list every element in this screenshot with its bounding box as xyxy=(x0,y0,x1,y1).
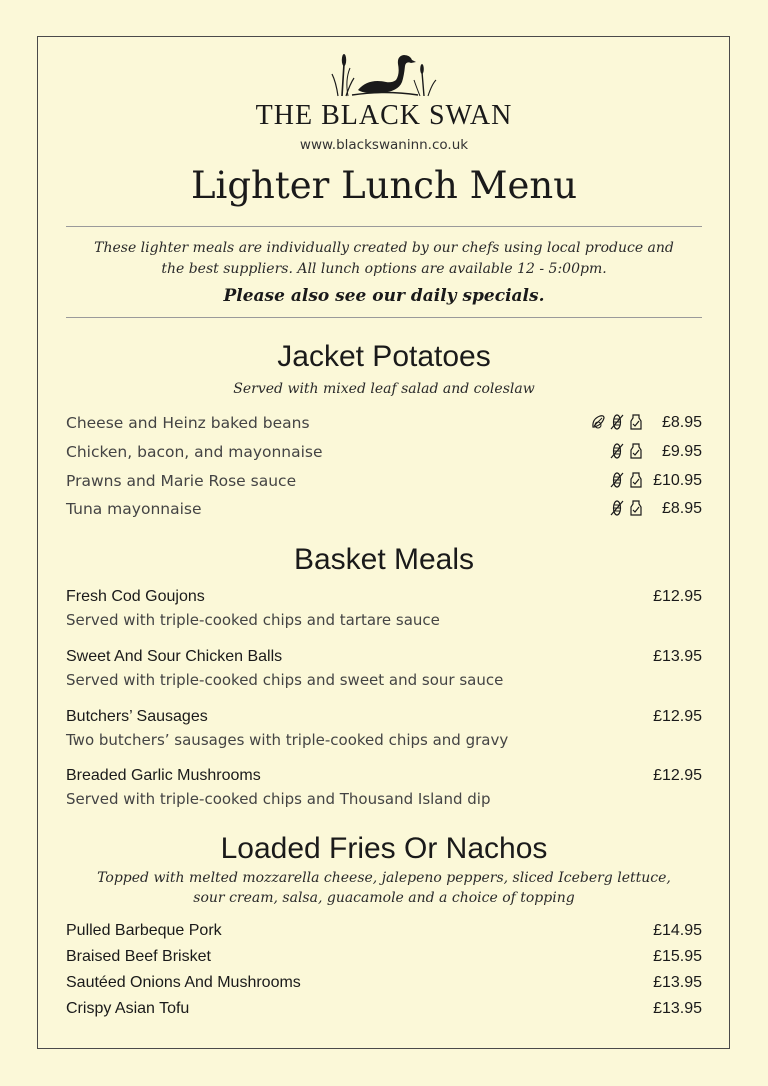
dish-price: £12.95 xyxy=(653,708,702,725)
section-title-basket-meals: Basket Meals xyxy=(293,543,475,576)
dairy-icon xyxy=(628,499,644,517)
specials-note: Please also see our daily specials. xyxy=(223,286,545,306)
dish-price: £13.95 xyxy=(653,974,702,991)
intro-text xyxy=(60,238,708,280)
item-price: £8.95 xyxy=(661,414,702,431)
dish-price: £13.95 xyxy=(653,648,702,665)
item-name: Chicken, bacon, and mayonnaise xyxy=(66,443,323,461)
dish-description: Served with triple-cooked chips and sweet and sour sauce xyxy=(66,671,504,689)
item-price: £8.95 xyxy=(661,500,702,517)
dietary-icons xyxy=(609,470,644,490)
dish-price: £15.95 xyxy=(653,948,702,965)
gluten-free-icon xyxy=(609,442,625,460)
swan-logo-icon xyxy=(328,50,440,100)
menu-item xyxy=(66,443,702,467)
dietary-icons xyxy=(609,498,644,518)
brand-name: THE BLACK SWAN xyxy=(255,100,513,131)
dish-name: Sweet And Sour Chicken Balls xyxy=(66,648,283,665)
dietary-icons xyxy=(590,412,644,432)
gluten-free-icon xyxy=(609,471,625,489)
swan-logo xyxy=(0,50,768,100)
item-name: Tuna mayonnaise xyxy=(66,500,202,518)
item-price: £10.95 xyxy=(653,472,702,489)
dish-price: £12.95 xyxy=(653,767,702,784)
section-subtitle xyxy=(60,868,708,908)
intro-line: These lighter meals are individually created by our chefs using local produce and xyxy=(94,240,674,256)
divider xyxy=(66,317,702,318)
section-title-jacket-potatoes: Jacket Potatoes xyxy=(277,340,491,373)
dish-description: Served with triple-cooked chips and Thousand Island dip xyxy=(66,790,491,808)
section-title-loaded-fries: Loaded Fries Or Nachos xyxy=(220,832,548,865)
menu-item xyxy=(66,472,702,496)
dairy-icon xyxy=(628,442,644,460)
page-title: Lighter Lunch Menu xyxy=(190,164,578,207)
gluten-free-icon xyxy=(609,413,625,431)
menu-item xyxy=(66,414,702,438)
dish-price: £13.95 xyxy=(653,1000,702,1017)
dairy-icon xyxy=(628,413,644,431)
dietary-icons xyxy=(609,441,644,461)
vegetarian-icon xyxy=(590,413,606,431)
dish-price: £12.95 xyxy=(653,588,702,605)
dish-name: Fresh Cod Goujons xyxy=(66,588,205,605)
gluten-free-icon xyxy=(609,499,625,517)
intro-line: the best suppliers. All lunch options are available 12 - 5:00pm. xyxy=(161,261,607,277)
dish-description: Served with triple-cooked chips and tartare sauce xyxy=(66,611,440,629)
website-link[interactable]: www.blackswaninn.co.uk xyxy=(299,137,469,153)
dish-price: £14.95 xyxy=(653,922,702,939)
dairy-icon xyxy=(628,471,644,489)
dish-name: Sautéed Onions And Mushrooms xyxy=(66,974,301,991)
dish-name: Breaded Garlic Mushrooms xyxy=(66,767,261,784)
subtitle-line: Topped with melted mozzarella cheese, jalepeno peppers, sliced Iceberg lettuce, xyxy=(97,870,671,886)
item-price: £9.95 xyxy=(661,443,702,460)
item-name: Cheese and Heinz baked beans xyxy=(66,414,310,432)
dish-name: Crispy Asian Tofu xyxy=(66,1000,190,1017)
menu-item xyxy=(66,500,702,524)
section-subtitle: Served with mixed leaf salad and coleslaw xyxy=(233,381,535,397)
divider xyxy=(66,226,702,227)
dish-name: Braised Beef Brisket xyxy=(66,948,211,965)
dish-name: Pulled Barbeque Pork xyxy=(66,922,222,939)
dish-name: Butchers’ Sausages xyxy=(66,708,208,725)
dish-description: Two butchers’ sausages with triple-cooked chips and gravy xyxy=(66,731,509,749)
item-name: Prawns and Marie Rose sauce xyxy=(66,472,297,490)
subtitle-line: sour cream, salsa, guacamole and a choice of topping xyxy=(193,890,575,906)
